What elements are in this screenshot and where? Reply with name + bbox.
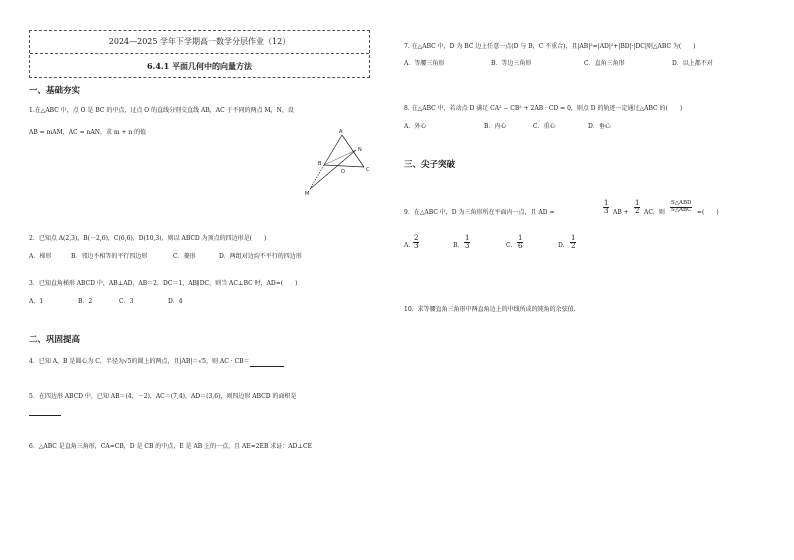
- section-consolidate-heading: 二、巩固提高: [29, 335, 81, 345]
- q2-option-c[interactable]: C．菱形: [173, 253, 196, 260]
- q3-option-d[interactable]: D．4: [168, 298, 183, 305]
- q2-option-b[interactable]: B．邻边不相等的平行四边形: [71, 253, 148, 260]
- q9-ratio-num: S△ABD: [671, 200, 692, 206]
- q4-suffix: ，则 AC · CB＝: [205, 358, 250, 365]
- q3-option-c[interactable]: C．3: [119, 298, 134, 305]
- q9-option-c-fraction[interactable]: [517, 235, 523, 251]
- q9-option-d-fraction[interactable]: [570, 235, 576, 251]
- q7-option-c[interactable]: C．直角三角形: [584, 60, 625, 67]
- q8-option-c[interactable]: C．重心: [533, 123, 556, 130]
- q2-stem: 2．已知点 A(2,3)，B(－2,6)，C(6,6)，D(10,3)，则以 ABCD 为顶点的四边形是( ): [29, 235, 267, 242]
- label-N: N: [358, 147, 362, 153]
- q1-line2: AB = mAM，AC = nAN，求 m + n 的值: [29, 129, 147, 136]
- q1-triangle-figure: [298, 127, 378, 197]
- q8-stem: 8. 在△ABC 中，若动点 D 满足 CA² − CB² + 2AB · CD = 0，则点 D 的轨迹一定通过△ABC 的( ): [404, 105, 683, 112]
- q9-option-a-label[interactable]: A.: [404, 242, 411, 249]
- q9-area-ratio: [670, 201, 692, 214]
- q9-option-c-num: 1: [518, 234, 523, 242]
- q3-stem: 3．已知直角梯形 ABCD 中，AB⊥AD，AB＝2，DC＝1，AB∥DC，则当 AC⊥BC 时，AD=( ): [29, 280, 298, 287]
- q9-frac1-num: 1: [604, 199, 609, 207]
- q9-fraction-1-2: [634, 200, 640, 216]
- q2-option-a[interactable]: A．梯形: [29, 253, 52, 260]
- q5-line1: 5．在四边形 ABCD 中，已知 AB＝(4，－2)，AC＝(7,4)，AD＝(3,6)，则四边形 ABCD 的面积是: [29, 393, 297, 400]
- q9-option-b-den: 3: [465, 242, 470, 251]
- q9-option-d-num: 1: [571, 234, 576, 242]
- q4-prefix: 4．已知 A，B 是圆心为 C，半径为: [29, 358, 124, 365]
- label-O: O: [341, 169, 345, 175]
- q9-option-c-den: 6: [518, 242, 523, 251]
- q8-option-b[interactable]: B．内心: [484, 123, 507, 130]
- label-B: B: [318, 161, 322, 167]
- q9-mid2: AC，则: [644, 209, 665, 216]
- q9-option-a-num: 2: [414, 234, 419, 242]
- section-advanced-heading: 三、尖子突破: [404, 160, 456, 170]
- q9-option-b-fraction[interactable]: [464, 235, 470, 251]
- q9-frac1-den: 3: [604, 207, 609, 216]
- q9-prefix: 9．在△ABC 中，D 为三角形所在平面内一点，且 AD =: [404, 209, 555, 216]
- q1-line1: 1.在△ABC 中，点 O 是 BC 的中点，过点 O 的直线分别交直线 AB，AC 于不同的两点 M，N，设: [29, 107, 294, 114]
- q9-suffix: =( ): [697, 209, 719, 216]
- q9-option-b-label[interactable]: B.: [453, 242, 460, 249]
- label-M: M: [305, 191, 310, 197]
- q4-answer-blank[interactable]: [250, 358, 284, 367]
- q4-radical: √5: [123, 358, 132, 365]
- q9-fraction-1-3: [603, 200, 609, 216]
- q7-stem: 7. 在△ABC 中，D 为 BC 边上任意一点(D 与 B，C 不重合)，且|AB|²=|AD|²+|BD|·|DC|则△ABC 为( ): [404, 43, 696, 50]
- q9-option-b-num: 1: [465, 234, 470, 242]
- q8-option-a[interactable]: A．外心: [404, 123, 427, 130]
- q7-option-a[interactable]: A．等腰三角形: [404, 60, 445, 67]
- q4-radical2: √5: [198, 358, 206, 365]
- q9-frac2-den: 2: [635, 207, 640, 216]
- q6-stem: 6．△ABC 是直角三角形，CA=CB，D 是 CB 的中点，E 是 AB 上的一点，且 AE=2EB 求证：AD⊥CE: [29, 443, 313, 450]
- label-C: C: [366, 167, 370, 173]
- q8-option-d[interactable]: D．垂心: [588, 123, 611, 130]
- label-A: A: [339, 129, 343, 135]
- q9-ratio-den: S△ABC: [671, 206, 692, 213]
- q3-option-b[interactable]: B．2: [78, 298, 93, 305]
- q5-answer-blank[interactable]: [29, 415, 61, 416]
- q9-frac2-num: 1: [635, 199, 640, 207]
- q9-option-d-label[interactable]: D.: [558, 242, 565, 249]
- q9-option-c-label[interactable]: C.: [506, 242, 513, 249]
- q10-stem: 10．求等腰直角三角形中两直角边上的中线所成的钝角的余弦值.: [404, 306, 576, 313]
- lesson-title: 6.4.1 平面几何中的向量方法: [146, 61, 253, 71]
- q7-option-b[interactable]: B．等边三角形: [491, 60, 532, 67]
- q9-option-d-den: 2: [571, 242, 576, 251]
- q4-mid: 的圆上的两点，且|AB|＝: [131, 358, 199, 365]
- section-basic-heading: 一、基础夯实: [29, 86, 81, 96]
- q9-option-a-fraction[interactable]: [413, 235, 419, 251]
- q3-option-a[interactable]: A．1: [29, 298, 44, 305]
- q9-option-a-den: 3: [414, 242, 419, 251]
- worksheet-title: 2024—2025 学年下学期高一数学分层作业（12）: [30, 31, 369, 54]
- header-box: [29, 30, 370, 78]
- q2-option-d[interactable]: D．两组对边均不平行的四边形: [219, 253, 302, 260]
- q4-line: [29, 358, 284, 367]
- q9-mid1: AB +: [613, 209, 629, 216]
- q7-option-d[interactable]: D．以上都不对: [672, 60, 713, 67]
